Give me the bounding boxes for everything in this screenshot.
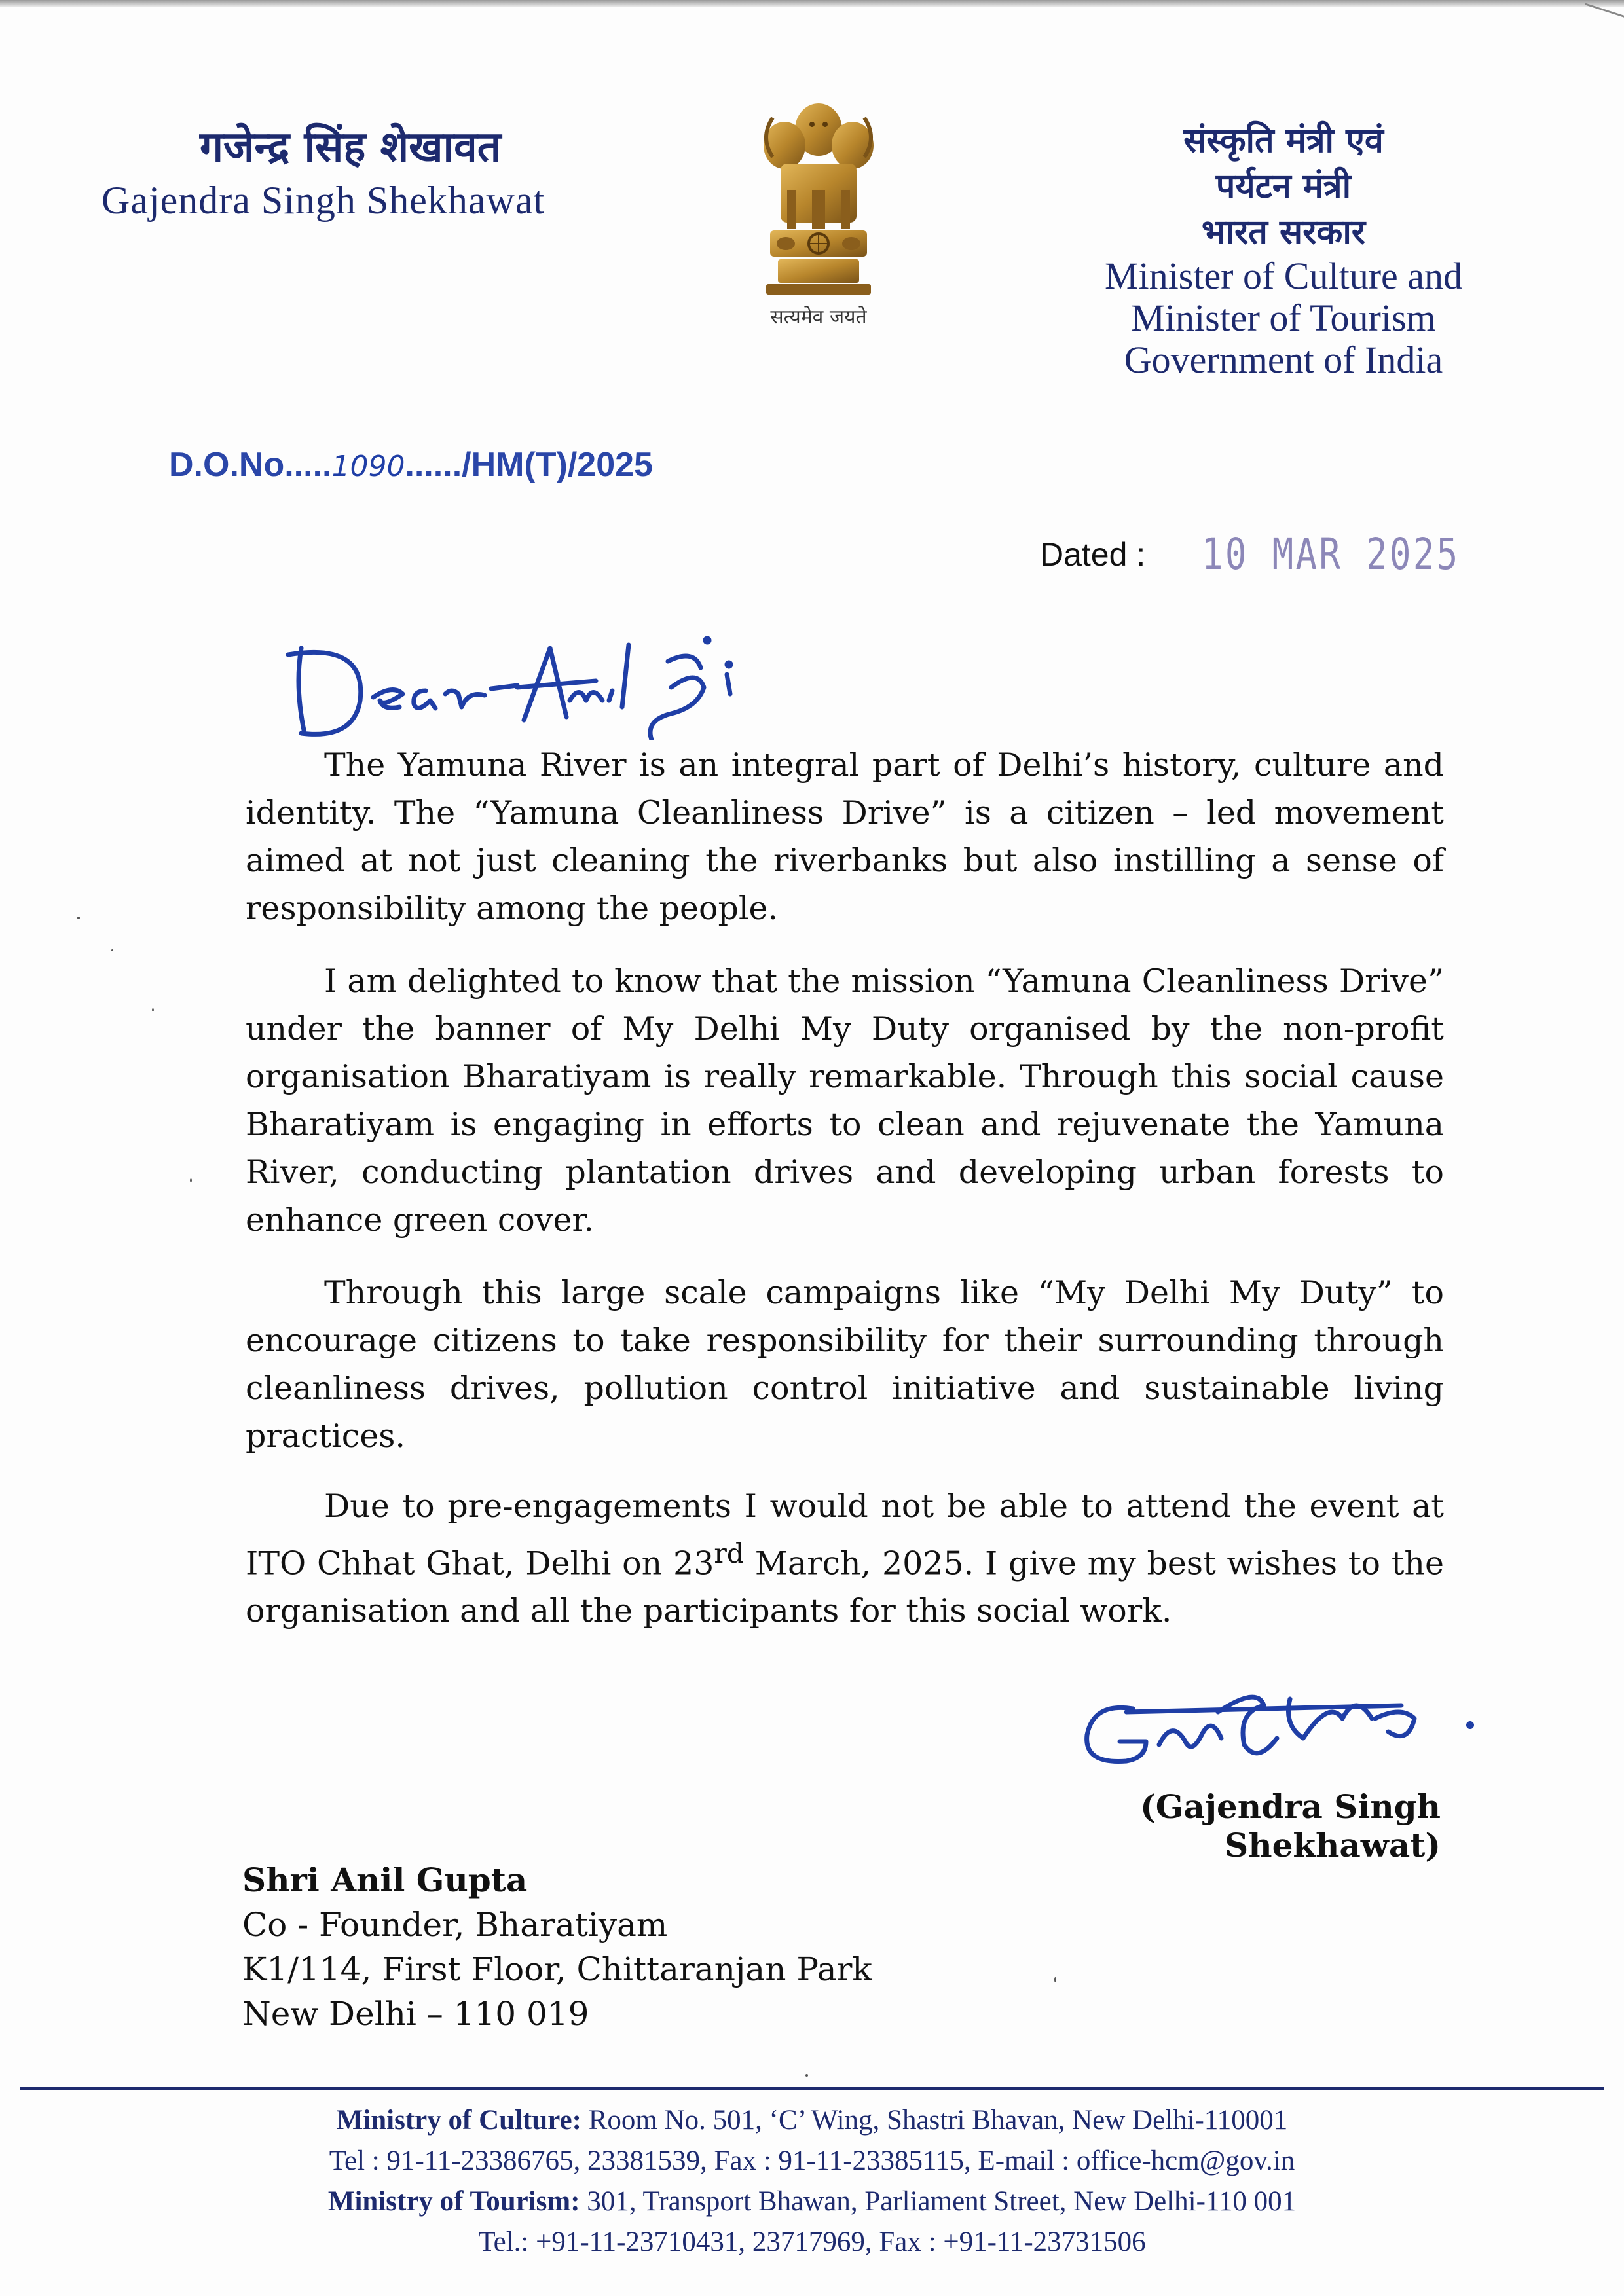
national-emblem-icon: [747, 92, 891, 308]
handwritten-signature: [1061, 1673, 1493, 1784]
scan-speck: [77, 917, 80, 919]
ordinal-suffix: rd: [714, 1538, 745, 1569]
body-paragraph-3: Through this large scale campaigns like “My Delhi My Duty” to encourage citizens to take responsibility for their surrounding through cleanliness drives, pollution control initiative and sustainable living practices.: [246, 1274, 1444, 1455]
footer-culture-address-text: Room No. 501, ‘C’ Wing, Shastri Bhavan, New Delhi-110001: [581, 2105, 1288, 2136]
date-label: Dated :: [1040, 536, 1146, 573]
recipient-name: Shri Anil Gupta: [242, 1861, 528, 1899]
reference-dots: ....: [293, 446, 332, 484]
scan-corner-mark: [1585, 3, 1624, 43]
minister-titles: [1022, 118, 1545, 381]
footer-culture-contact: Tel : 91-11-23386765, 23381539, Fax : 91-11-23385115, E-mail : office-hcm@gov.in: [329, 2145, 1295, 2176]
signatory-name: (Gajendra Singh Shekhawat): [1140, 1787, 1441, 1865]
footer-tourism-contact: Tel.: +91-11-23710431, 23717969, Fax : +91-11-23731506: [478, 2227, 1146, 2257]
scan-speck: [111, 949, 113, 951]
footer-culture-address: [0, 2100, 1624, 2141]
reference-prefix: D.O.No.: [169, 446, 294, 484]
scan-speck: [1054, 1977, 1056, 1982]
recipient-line-3: New Delhi – 110 019: [242, 1995, 589, 2033]
paragraph-4-text: Due to pre-engagements I would not be able to attend the event at ITO Chhat Ghat, Delhi on 23: [246, 1487, 1444, 1582]
body-paragraph-4: [246, 1482, 1444, 1635]
title-english-line-1: Minister of Culture and: [1104, 255, 1463, 297]
footer-culture-label: Ministry of Culture:: [336, 2105, 581, 2136]
title-hindi-line-1: संस्कृति मंत्री एवं: [1183, 120, 1384, 160]
paragraph-4-text-end: March, 2025. I give my best wishes to the organisation and all the participants for this social work.: [246, 1544, 1444, 1630]
recipient-line-1: Co - Founder, Bharatiyam: [242, 1906, 668, 1944]
footer-tourism-label: Ministry of Tourism:: [327, 2186, 580, 2217]
date-stamp: 10 MAR 2025: [1202, 529, 1460, 579]
footer-divider: [20, 2087, 1604, 2090]
scan-speck: [805, 2074, 808, 2077]
reference-dots-2: ......: [405, 446, 462, 484]
scan-speck: [190, 1178, 192, 1182]
scan-speck: [152, 1008, 154, 1011]
title-english-line-2: Minister of Tourism: [1131, 297, 1436, 339]
reference-suffix: /HM(T)/2025: [462, 446, 653, 484]
footer-tourism-address-text: 301, Transport Bhawan, Parliament Street, New Delhi-110 001: [580, 2186, 1297, 2217]
recipient-line-2: K1/114, First Floor, Chittaranjan Park: [242, 1950, 872, 1988]
emblem-motto: सत्यमेव जयते: [770, 306, 867, 329]
reference-handwritten-number: 1090: [331, 450, 405, 483]
handwritten-salutation: [275, 629, 799, 740]
body-paragraph-2: I am delighted to know that the mission “Yamuna Cleanliness Drive” under the banner of My Delhi My Duty organised by the non-profit organisation Bharatiyam is really remarkable. Through this social cause Bharatiyam is engaging in efforts to clean and rejuvenate the Yamuna River, conducting plantation drives and developing urban forests to enhance green cover.: [246, 962, 1444, 1239]
title-english-line-3: Government of India: [1124, 338, 1443, 381]
scan-top-edge: [0, 0, 1624, 7]
body-paragraph-1: The Yamuna River is an integral part of Delhi’s history, culture and identity. The “Yamuna Cleanliness Drive” is a citizen – led movement aimed at not just cleaning the riverbanks but also instilling a sense of responsibility among the people.: [246, 746, 1444, 927]
title-hindi-line-3: भारत सरकार: [1201, 212, 1366, 252]
minister-name-hindi: गजेन्द्र सिंह शेखावत: [200, 122, 502, 172]
title-hindi-line-2: पर्यटन मंत्री: [1215, 166, 1352, 206]
reference-number: [169, 445, 653, 484]
footer-tourism-address: [0, 2181, 1624, 2222]
minister-name-english: Gajendra Singh Shekhawat: [101, 179, 545, 222]
